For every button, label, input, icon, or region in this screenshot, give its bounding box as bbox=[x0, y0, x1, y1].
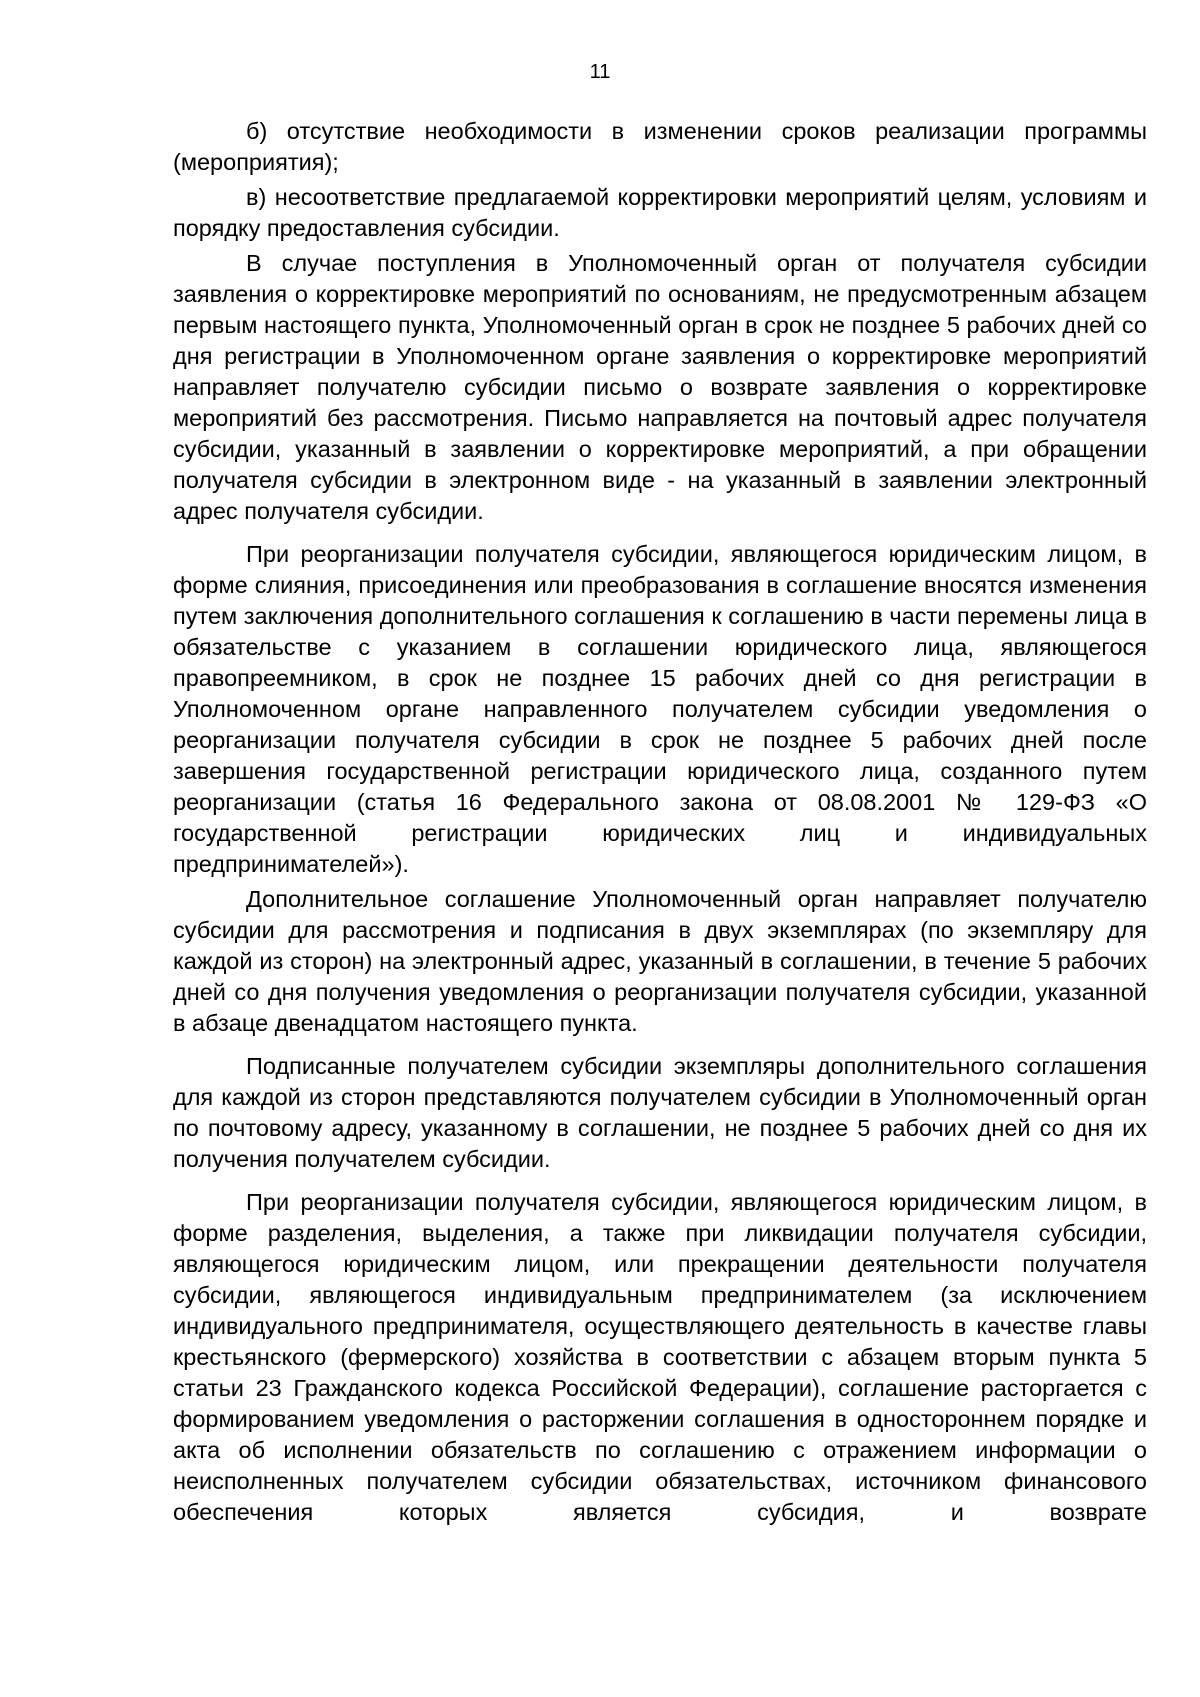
document-body bbox=[173, 116, 1147, 1532]
paragraph-reorganization-division: При реорганизации получателя субсидии, являющегося юридическим лицом, в форме разделения, выделения, а также при ликвидации получателя субсидии, являющегося юридическим лицом, или прекращении деятельности получателя субсидии, являющегося индивидуальным предпринимателем (за исключением индивидуального предпринимателя, осуществляющего деятельность в качестве главы крестьянского (фермерского) хозяйства в соответствии с абзацем вторым пункта 5 статьи 23 Гражданского кодекса Российской Федерации), соглашение расторгается с формированием уведомления о расторжении соглашения в одностороннем порядке и акта об исполнении обязательств по соглашению с отражением информации о неисполненных получателем субсидии обязательствах, источником финансового обеспечения которых является субсидия, и возврате bbox=[173, 1189, 1147, 1525]
paragraph-additional-agreement: Дополнительное соглашение Уполномоченный орган направляет получателю субсидии для рассмотрения и подписания в двух экземплярах (по экземпляру для каждой из сторон) на электронный адрес, указанный в соглашении, в течение 5 рабочих дней со дня получения уведомления о реорганизации получателя субсидии, указанной в абзаце двенадцатом настоящего пункта. bbox=[173, 886, 1147, 1036]
paragraph-item-b: б) отсутствие необходимости в изменении сроков реализации программы (мероприятия); bbox=[173, 118, 1147, 175]
paragraph-signed-copies: Подписанные получателем субсидии экземпляры дополнительного соглашения для каждой из сторон представляются получателем субсидии в Уполномоченный орган по почтовому адресу, указанному в соглашении, не позднее 5 рабочих дней со дня их получения получателем субсидии. bbox=[173, 1053, 1147, 1172]
paragraph-reorganization-merger: При реорганизации получателя субсидии, являющегося юридическим лицом, в форме слияния, присоединения или преобразования в соглашение вносятся изменения путем заключения дополнительного соглашения к соглашению в части перемены лица в обязательстве с указанием в соглашении юридического лица, являющегося правопреемником, в срок не позднее 15 рабочих дней со дня регистрации в Уполномоченном органе направленного получателем субсидии уведомления о реорганизации получателя субсидии в срок не позднее 5 рабочих дней после завершения государственной регистрации юридического лица, созданного путем реорганизации (статья 16 Федерального закона от 08.08.2001 № 129-ФЗ «О государственной регистрации юридических лиц и индивидуальных предпринимателей»). bbox=[173, 541, 1147, 877]
page-number: 11 bbox=[589, 61, 611, 83]
paragraph-item-v: в) несоответствие предлагаемой корректировки мероприятий целям, условиям и порядку предоставления субсидии. bbox=[173, 184, 1147, 241]
paragraph-application-return: В случае поступления в Уполномоченный орган от получателя субсидии заявления о корректировке мероприятий по основаниям, не предусмотренным абзацем первым настоящего пункта, Уполномоченный орган в срок не позднее 5 рабочих дней со дня регистрации в Уполномоченном органе заявления о корректировке мероприятий направляет получателю субсидии письмо о возврате заявления о корректировке мероприятий без рассмотрения. Письмо направляется на почтовый адрес получателя субсидии, указанный в заявлении о корректировке мероприятий, а при обращении получателя субсидии в электронном виде - на указанный в заявлении электронный адрес получателя субсидии. bbox=[173, 250, 1147, 524]
